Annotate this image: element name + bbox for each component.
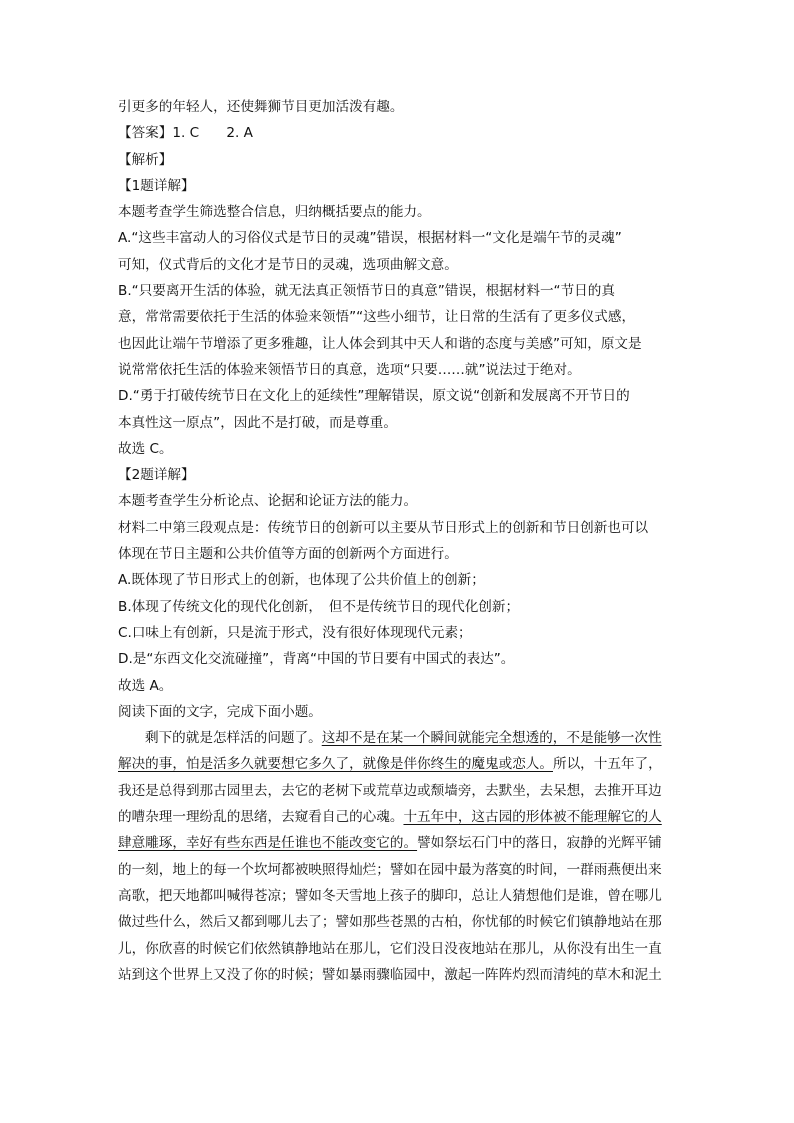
text-segment: B.“只要离开生活的体验，就无法真正领悟节日的真意”错误，根据材料一“节日的真 xyxy=(118,283,615,300)
text-line xyxy=(118,699,688,725)
text-line xyxy=(118,173,688,199)
text-line xyxy=(118,830,688,856)
underlined-text-segment: 十五年中，这古园的形体被不能理解它的人 xyxy=(403,809,662,826)
text-segment: 意，常常需要依托于生活的体验来领悟”“这些小细节，让日常的生活有了更多仪式感， xyxy=(118,309,636,326)
text-segment: A.既体现了节日形式上的创新，也体现了公共价值上的创新； xyxy=(118,572,485,589)
text-line xyxy=(118,909,688,935)
underlined-text-segment: 这却不是在某一个瞬间就能完全想透的，不是能够一次性 xyxy=(321,730,662,747)
text-line xyxy=(118,252,688,278)
text-line xyxy=(118,646,688,672)
document-page xyxy=(118,94,688,988)
text-segment: 本题考查学生筛选整合信息，归纳概括要点的能力。 xyxy=(118,204,431,221)
text-line xyxy=(118,857,688,883)
text-segment: 说常常依托生活的体验来领悟节日的真意，选项“只要……就”说法过于绝对。 xyxy=(118,361,581,378)
text-segment: 【1题详解】 xyxy=(118,177,195,194)
text-segment: 也因此让端午节增添了更多雅趣，让人体会到其中天人和谐的态度与美感”可知，原文是 xyxy=(118,335,642,352)
text-line xyxy=(118,225,688,251)
underlined-text-segment: 肆意雕琢，幸好有些东西是任谁也不能改变它的。 xyxy=(118,835,418,852)
text-segment: 所以，十五年了， xyxy=(553,756,662,773)
text-line xyxy=(118,120,688,146)
text-line xyxy=(118,804,688,830)
text-line xyxy=(118,936,688,962)
text-segment: 本题考查学生分析论点、论据和论证方法的能力。 xyxy=(118,493,418,510)
text-line xyxy=(118,567,688,593)
text-line xyxy=(118,620,688,646)
text-line xyxy=(118,278,688,304)
text-line xyxy=(118,594,688,620)
text-line xyxy=(118,515,688,541)
text-segment: 引更多的年轻人，还使舞狮节目更加活泼有趣。 xyxy=(118,99,404,115)
text-segment: 譬如祭坛石门中的落日，寂静的光辉平铺 xyxy=(417,835,662,852)
text-segment: 故选 C。 xyxy=(118,440,173,457)
text-segment: 剩下的就是怎样活的问题了。 xyxy=(145,730,322,747)
text-segment: 本真性这一原点”，因此不是打破，而是尊重。 xyxy=(118,414,397,431)
text-segment: 阅读下面的文字，完成下面小题。 xyxy=(118,703,322,720)
text-segment: B.体现了传统文化的现代化创新， 但不是传统节日的现代化创新； xyxy=(118,598,520,615)
text-segment: A.“这些丰富动人的习俗仪式是节日的灵魂”错误，根据材料一“文化是端午节的灵魂” xyxy=(118,230,622,247)
text-line xyxy=(118,962,688,988)
text-segment: 【解析】 xyxy=(118,151,173,168)
text-segment: 儿，你欣喜的时候它们依然镇静地站在那儿，它们没日没夜地站在那儿，从你没有出生一直 xyxy=(118,940,662,957)
text-line xyxy=(118,199,688,225)
text-line xyxy=(118,751,688,777)
text-segment: 的一刻，地上的每一个坎坷都被映照得灿烂；譬如在园中最为落寞的时间，一群雨燕便出来 xyxy=(118,861,662,878)
underlined-text-segment: 解决的事，怕是活多久就要想它多久了，就像是伴你终生的魔鬼或恋人。 xyxy=(118,756,553,773)
text-line xyxy=(118,147,688,173)
text-line xyxy=(118,778,688,804)
text-segment: 站到这个世界上又没了你的时候；譬如暴雨骤临园中，激起一阵阵灼烈而清纯的草木和泥土 xyxy=(118,966,662,983)
text-segment: 【2题详解】 xyxy=(118,467,195,484)
text-line xyxy=(118,436,688,462)
text-line xyxy=(118,488,688,514)
text-line xyxy=(118,357,688,383)
text-line xyxy=(118,304,688,330)
text-line xyxy=(118,541,688,567)
text-line xyxy=(118,462,688,488)
text-line xyxy=(118,410,688,436)
text-segment: 故选 A。 xyxy=(118,677,173,694)
text-line xyxy=(118,94,688,120)
text-segment: 的嘈杂理一理纷乱的思绪，去窥看自己的心魂。 xyxy=(118,809,404,826)
text-segment: D.是“东西文化交流碰撞”，背离“中国的节日要有中国式的表达”。 xyxy=(118,651,515,668)
text-segment: 体现在节日主题和公共价值等方面的创新两个方面进行。 xyxy=(118,546,458,563)
text-line xyxy=(118,725,688,751)
text-segment: 我还是总得到那古园里去，去它的老树下或荒草边或颓墙旁，去默坐，去呆想，去推开耳边 xyxy=(118,782,662,799)
text-segment: 做过些什么，然后又都到哪儿去了；譬如那些苍黑的古柏，你忧郁的时候它们镇静地站在那 xyxy=(118,914,662,931)
text-segment: C.口味上有创新，只是流于形式，没有很好体现现代元素； xyxy=(118,624,472,641)
text-line xyxy=(118,383,688,409)
text-segment: 高歌，把天地都叫喊得苍凉；譬如冬天雪地上孩子的脚印，总让人猜想他们是谁，曾在哪儿 xyxy=(118,887,662,904)
text-line xyxy=(118,673,688,699)
text-segment: 可知，仪式背后的文化才是节日的灵魂，选项曲解文意。 xyxy=(118,256,458,273)
text-line xyxy=(118,883,688,909)
text-segment: 材料二中第三段观点是：传统节日的创新可以主要从节日形式上的创新和节日创新也可以 xyxy=(118,519,649,536)
text-segment: D.“勇于打破传统节日在文化上的延续性”理解错误，原文说“创新和发展离不开节日的 xyxy=(118,388,630,405)
text-segment: 【答案】1. C 2. A xyxy=(118,125,253,142)
text-line xyxy=(118,331,688,357)
